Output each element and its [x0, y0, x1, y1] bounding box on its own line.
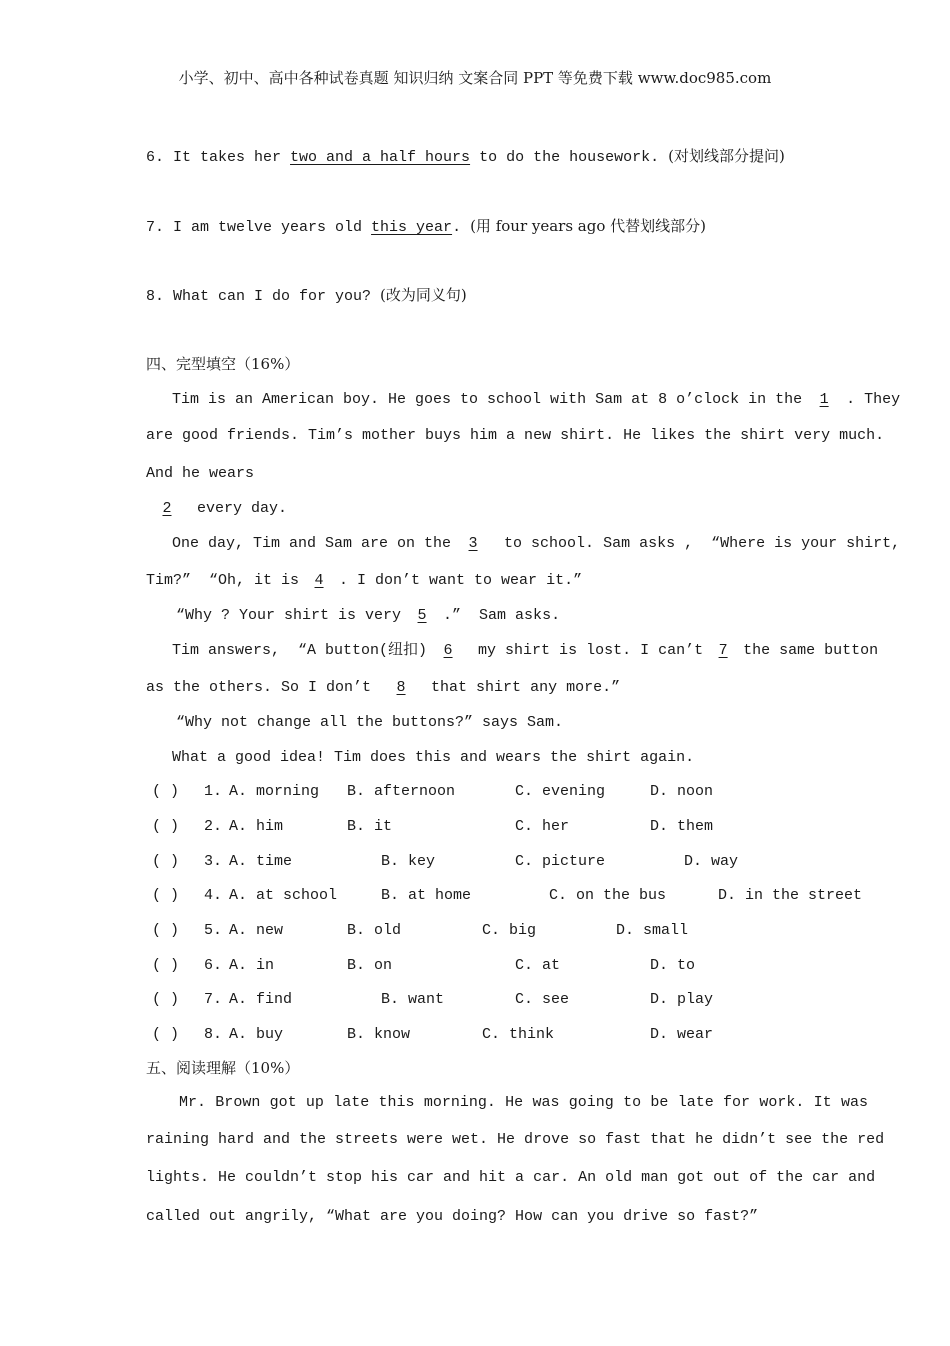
question-number: 7. — [204, 991, 223, 1008]
cloze-text: One day, Tim and Sam are on the — [172, 535, 452, 552]
cloze-blank-6: 6 — [443, 642, 453, 659]
cloze-p1-line4 — [146, 499, 287, 519]
cloze-text: to school. Sam asks , “Where is your shirt, — [495, 535, 901, 552]
cloze-blank-1: 1 — [819, 391, 829, 408]
option-a: A. time — [229, 853, 293, 870]
answer-paren[interactable]: ( ) — [152, 957, 180, 974]
option-b: B. key — [381, 853, 436, 870]
cloze-text: that shirt any more.” — [422, 679, 621, 696]
cloze-blank-3: 3 — [468, 535, 478, 552]
cloze-p2-line2 — [146, 571, 582, 591]
cloze-text: Tim is an American boy. He goes to school with Sam at 8 o’clock in the — [172, 391, 803, 408]
option-c: C. think — [482, 1026, 555, 1043]
option-d: D. in the street — [718, 887, 863, 904]
question-number: 3. — [204, 853, 223, 870]
option-b: B. know — [347, 1026, 411, 1043]
option-d: D. way — [684, 853, 739, 870]
option-a: A. at school — [229, 887, 338, 904]
question-number: 2. — [204, 818, 223, 835]
cloze-p5: “Why not change all the buttons?” says Sam. — [176, 714, 564, 731]
question-number: 8. — [204, 1026, 223, 1043]
option-c: C. picture — [515, 853, 606, 870]
cloze-p1-line3: And he wears — [146, 465, 255, 482]
question-7 — [146, 216, 706, 238]
reading-line-3: lights. He couldn’t stop his car and hit a car. An old man got out of the car and — [146, 1169, 876, 1186]
option-d: D. them — [650, 818, 714, 835]
question-number: 4. — [204, 887, 223, 904]
cloze-p6: What a good idea! Tim does this and wears the shirt again. — [172, 749, 695, 766]
option-b: B. want — [381, 991, 445, 1008]
cloze-text: . I don’t want to wear it.” — [339, 572, 583, 589]
cloze-p3 — [176, 606, 560, 626]
q6-underlined: two and a half hours — [290, 149, 471, 166]
cloze-text: as the others. So I don’t — [146, 679, 381, 696]
option-d: D. wear — [650, 1026, 714, 1043]
q7-instruction: (用 four years ago 代替划线部分) — [470, 217, 707, 235]
cloze-blank-5: 5 — [417, 607, 427, 624]
option-d: D. to — [650, 957, 696, 974]
answer-paren[interactable]: ( ) — [152, 853, 180, 870]
page-header: 小学、初中、高中各种试卷真题 知识归纳 文案合同 PPT 等免费下载 www.doc985.com — [178, 69, 772, 87]
option-a: A. morning — [229, 783, 320, 800]
cloze-text: every day. — [188, 500, 288, 517]
option-c: C. on the bus — [549, 887, 667, 904]
q6-instruction: (对划线部分提问) — [668, 147, 785, 165]
question-8 — [146, 285, 467, 307]
cloze-text: the same button — [743, 642, 879, 659]
cloze-blank-2: 2 — [162, 500, 172, 517]
option-c: C. at — [515, 957, 561, 974]
question-number: 1. — [204, 783, 223, 800]
option-d: D. play — [650, 991, 714, 1008]
answer-paren[interactable]: ( ) — [152, 991, 180, 1008]
option-a: A. buy — [229, 1026, 284, 1043]
section4-title: 四、完型填空（16%） — [146, 355, 300, 373]
q7-underlined: this year — [371, 219, 453, 236]
cloze-blank-7: 7 — [718, 642, 728, 659]
answer-paren[interactable]: ( ) — [152, 1026, 180, 1043]
q6-text: 6. It takes her — [146, 149, 291, 166]
question-6 — [146, 146, 785, 168]
option-b: B. on — [347, 957, 393, 974]
option-c: C. her — [515, 818, 570, 835]
q6-text-post: to do the housework. — [470, 149, 669, 166]
reading-line-4: called out angrily, “What are you doing? How can you drive so fast?” — [146, 1208, 759, 1225]
cloze-blank-4: 4 — [314, 572, 324, 589]
option-a: A. him — [229, 818, 284, 835]
cloze-text: .” Sam asks. — [443, 607, 561, 624]
q8-instruction: (改为同义句) — [380, 286, 467, 304]
option-b: B. it — [347, 818, 393, 835]
option-b: B. old — [347, 922, 402, 939]
q7-text: 7. I am twelve years old — [146, 219, 372, 236]
option-a: A. new — [229, 922, 284, 939]
cloze-text: . They — [846, 391, 901, 408]
q8-text: 8. What can I do for you? — [146, 288, 381, 305]
reading-line-2: raining hard and the streets were wet. He drove so fast that he didn’t see the red — [146, 1131, 885, 1148]
option-b: B. at home — [381, 887, 472, 904]
answer-paren[interactable]: ( ) — [152, 783, 180, 800]
option-d: D. noon — [650, 783, 714, 800]
option-d: D. small — [616, 922, 689, 939]
cloze-text: “Why ? Your shirt is very — [176, 607, 402, 624]
answer-paren[interactable]: ( ) — [152, 887, 180, 904]
reading-line-1: Mr. Brown got up late this morning. He was going to be late for work. It was — [179, 1094, 868, 1111]
option-c: C. see — [515, 991, 570, 1008]
question-number: 5. — [204, 922, 223, 939]
cloze-p1-line1 — [172, 390, 900, 410]
option-a: A. find — [229, 991, 293, 1008]
answer-paren[interactable]: ( ) — [152, 922, 180, 939]
option-a: A. in — [229, 957, 275, 974]
section5-title: 五、阅读理解（10%） — [146, 1059, 300, 1077]
answer-paren[interactable]: ( ) — [152, 818, 180, 835]
option-c: C. big — [482, 922, 537, 939]
cloze-blank-8: 8 — [396, 679, 406, 696]
cloze-text: Tim answers, “A button(纽扣) — [172, 642, 428, 659]
cloze-p2-line1 — [172, 534, 900, 554]
cloze-text: my shirt is lost. I can’t — [469, 642, 704, 659]
option-b: B. afternoon — [347, 783, 456, 800]
cloze-p4-line2 — [146, 678, 620, 698]
question-number: 6. — [204, 957, 223, 974]
cloze-p4-line1 — [172, 641, 878, 661]
option-c: C. evening — [515, 783, 606, 800]
cloze-text: Tim?” “Oh, it is — [146, 572, 300, 589]
q7-text-post: . — [452, 219, 471, 236]
cloze-p1-line2: are good friends. Tim’s mother buys him a new shirt. He likes the shirt very much. — [146, 427, 885, 444]
